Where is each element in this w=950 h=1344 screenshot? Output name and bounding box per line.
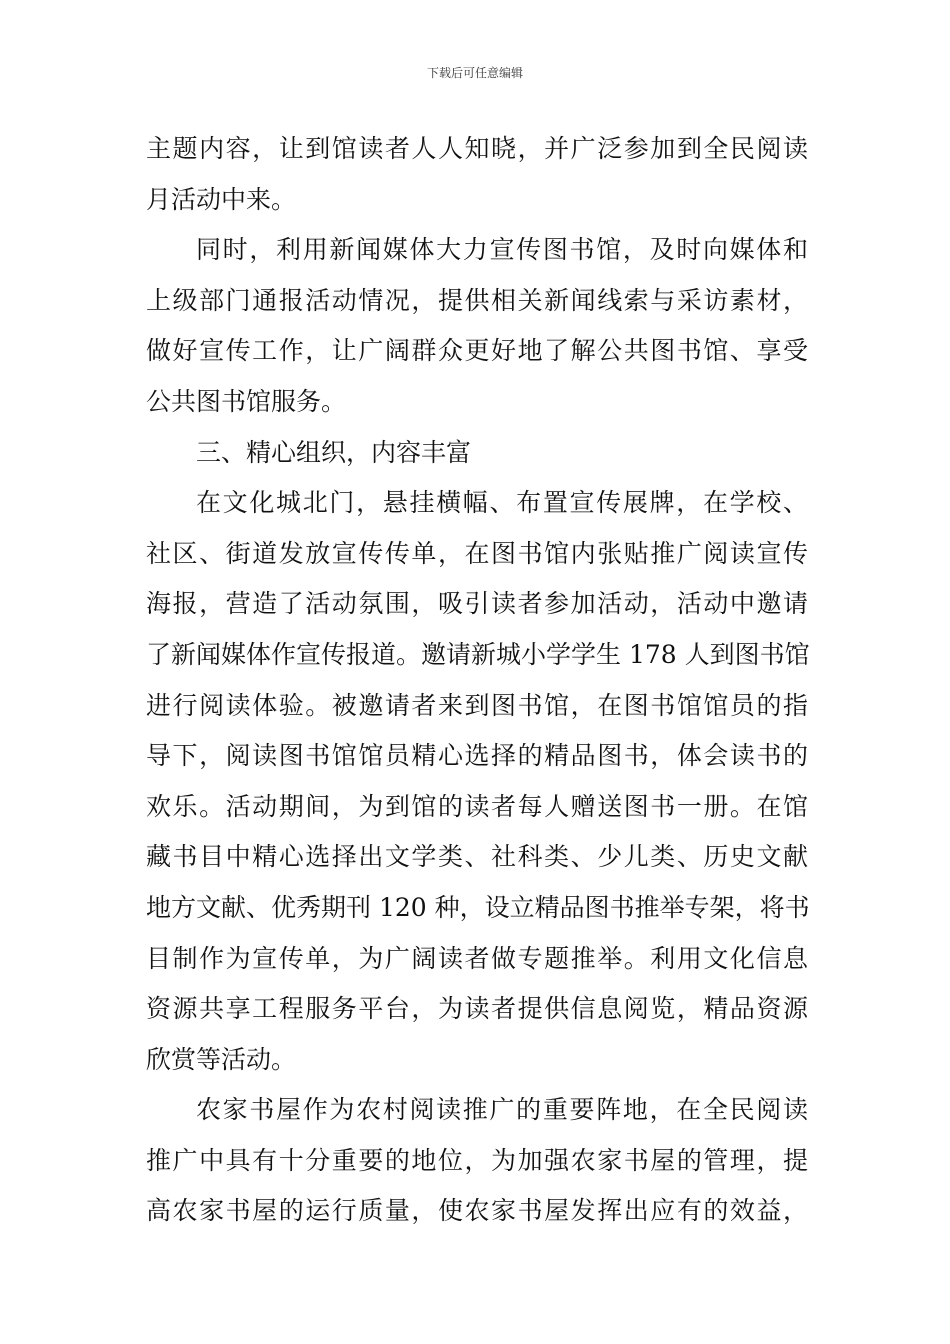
text-line: 主题内容，让到馆读者人人知晓，并广泛参加到全民阅读 <box>146 134 808 163</box>
section-heading: 三、精心组织，内容丰富 <box>196 437 472 467</box>
document-body <box>146 124 808 1237</box>
text-line: 导下，阅读图书馆馆员精心选择的精品图书，体会读书的 <box>146 741 808 771</box>
page-header: 下载后可任意编辑 <box>426 66 523 80</box>
text-line: 资源共享工程服务平台，为读者提供信息阅览，精品资源 <box>146 994 808 1024</box>
text-line: 了新闻媒体作宣传报道。邀请新城小学学生 178 人到图书馆 <box>146 639 810 669</box>
text-line: 海报，营造了活动氛围，吸引读者参加活动，活动中邀请 <box>146 589 808 619</box>
text-line: 欢乐。活动期间，为到馆的读者每人赠送图书一册。在馆 <box>146 791 808 821</box>
text-line: 做好宣传工作，让广阔群众更好地了解公共图书馆、享受 <box>146 336 808 366</box>
text-line: 目制作为宣传单，为广阔读者做专题推举。利用文化信息 <box>146 943 808 973</box>
text-line: 推广中具有十分重要的地位，为加强农家书屋的管理，提 <box>146 1145 808 1175</box>
text-line: 上级部门通报活动情况，提供相关新闻线索与采访素材， <box>146 285 808 315</box>
text-line: 进行阅读体验。被邀请者来到图书馆，在图书馆馆员的指 <box>146 690 808 720</box>
text-line: 社区、街道发放宣传传单，在图书馆内张贴推广阅读宣传 <box>146 538 808 568</box>
paragraph-first-line: 同时，利用新闻媒体大力宣传图书馆，及时向媒体和 <box>196 235 808 265</box>
paragraph-first-line: 农家书屋作为农村阅读推广的重要阵地，在全民阅读 <box>196 1095 808 1125</box>
text-line: 月活动中来。 <box>146 184 297 214</box>
text-line: 公共图书馆服务。 <box>146 386 347 416</box>
text-line: 高农家书屋的运行质量，使农家书屋发挥出应有的效益， <box>146 1196 808 1226</box>
text-line: 欣赏等活动。 <box>146 1044 297 1074</box>
paragraph-first-line: 在文化城北门，悬挂横幅、布置宣传展牌，在学校、 <box>196 488 808 518</box>
text-line: 地方文献、优秀期刊 120 种，设立精品图书推举专架，将书 <box>146 892 810 922</box>
text-line: 藏书目中精心选择出文学类、社科类、少儿类、历史文献 <box>146 842 808 872</box>
